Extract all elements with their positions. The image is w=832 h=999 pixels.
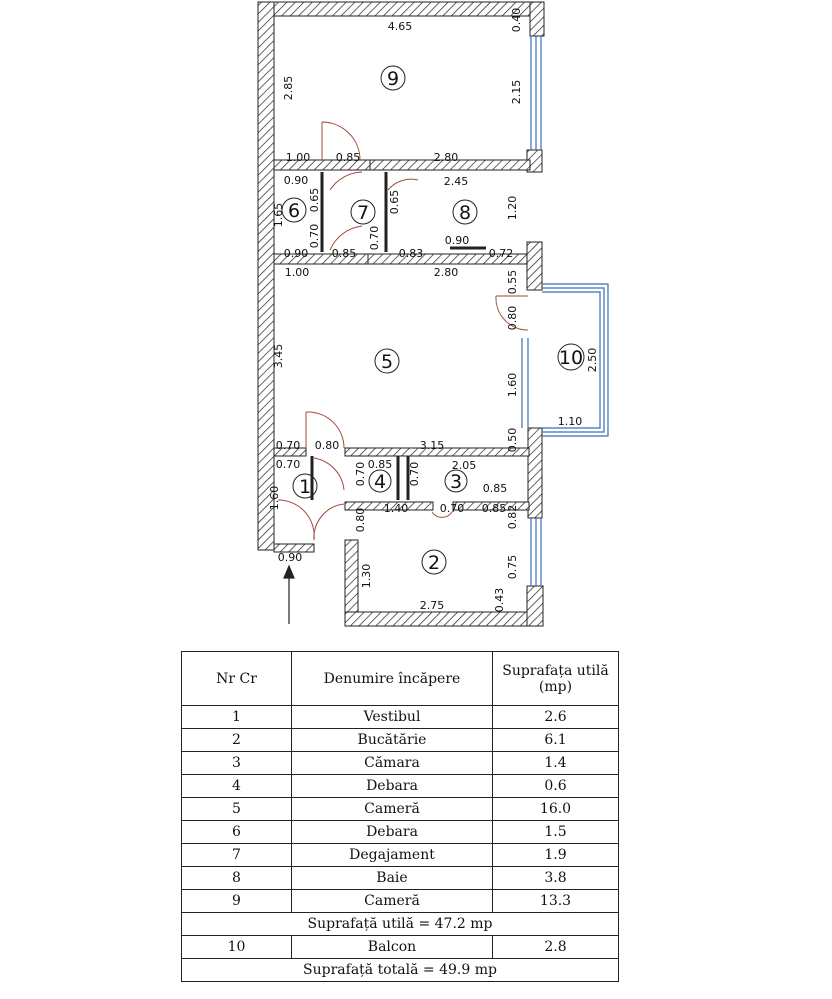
header-name: Denumire încăpere xyxy=(292,652,493,706)
table-row xyxy=(182,821,619,844)
cell-area: 3.8 xyxy=(493,867,619,890)
room-number-1: 1 xyxy=(298,476,312,498)
room-number-4: 4 xyxy=(373,471,387,493)
dim-label: 0.80 xyxy=(354,507,367,533)
walls xyxy=(258,2,544,626)
dim-label: 0.70 xyxy=(308,223,321,249)
dim-label: 1.20 xyxy=(506,195,519,221)
table-row xyxy=(182,798,619,821)
table-row xyxy=(182,867,619,890)
cell-area: 1.5 xyxy=(493,821,619,844)
header-nr: Nr Cr xyxy=(182,652,292,706)
room-number-2: 2 xyxy=(427,552,441,574)
table-row xyxy=(182,706,619,729)
table-row xyxy=(182,729,619,752)
cell-nr: 2 xyxy=(182,729,292,752)
dim-label: 0.90 xyxy=(277,551,303,564)
dim-label: 0.83 xyxy=(398,247,424,260)
header-area xyxy=(493,652,619,706)
dim-label: 0.55 xyxy=(506,269,519,295)
dim-label: 2.80 xyxy=(433,266,459,279)
table-row xyxy=(182,936,619,959)
dim-label: 0.85 xyxy=(482,482,508,495)
dim-label: 1.10 xyxy=(557,415,583,428)
dim-label: 0.90 xyxy=(444,234,470,247)
dim-label: 0.70 xyxy=(275,458,301,471)
cell-area: 2.8 xyxy=(493,936,619,959)
cell-name: Debara xyxy=(292,821,493,844)
cell-nr: 5 xyxy=(182,798,292,821)
dim-label: 0.80 xyxy=(314,439,340,452)
dim-label: 4.65 xyxy=(387,20,413,33)
cell-name: Debara xyxy=(292,775,493,798)
dim-label: 1.40 xyxy=(383,502,409,515)
dim-label: 1.60 xyxy=(268,485,281,511)
dim-label: 2.80 xyxy=(433,151,459,164)
table-row xyxy=(182,775,619,798)
cell-area: 16.0 xyxy=(493,798,619,821)
dim-label: 0.70 xyxy=(439,502,465,515)
useful-total-row xyxy=(182,913,619,936)
cell-area: 6.1 xyxy=(493,729,619,752)
cell-nr: 10 xyxy=(182,936,292,959)
dim-label: 0.85 xyxy=(331,247,357,260)
dim-label: 2.85 xyxy=(282,75,295,101)
dim-label: 1.60 xyxy=(506,372,519,398)
dim-label: 0.85 xyxy=(367,458,393,471)
useful-total: Suprafață utilă = 47.2 mp xyxy=(182,913,619,936)
entrance-arrow-icon xyxy=(284,566,294,624)
cell-nr: 8 xyxy=(182,867,292,890)
room-number-7: 7 xyxy=(356,202,370,224)
dim-label: 0.85 xyxy=(335,151,361,164)
dim-label: 0.70 xyxy=(354,461,367,487)
dim-label: 0.85 xyxy=(481,502,507,515)
cell-nr: 7 xyxy=(182,844,292,867)
header-area-line1: Suprafața utilă xyxy=(502,662,609,679)
dim-label: 0.75 xyxy=(506,554,519,580)
room-number-6: 6 xyxy=(287,200,301,222)
room-number-10: 10 xyxy=(558,347,584,369)
dim-label: 1.00 xyxy=(285,151,311,164)
cell-name: Cameră xyxy=(292,798,493,821)
dim-label: 3.45 xyxy=(272,343,285,369)
dim-label: 0.90 xyxy=(283,174,309,187)
cell-name: Cameră xyxy=(292,890,493,913)
cell-area: 1.9 xyxy=(493,844,619,867)
cell-nr: 6 xyxy=(182,821,292,844)
table-header-row xyxy=(182,652,619,706)
grand-total: Suprafață totală = 49.9 mp xyxy=(182,959,619,982)
cell-name: Vestibul xyxy=(292,706,493,729)
dim-label: 2.15 xyxy=(510,79,523,105)
dim-label: 0.70 xyxy=(368,225,381,251)
dim-label: 0.40 xyxy=(510,7,523,33)
cell-nr: 3 xyxy=(182,752,292,775)
room-area-table xyxy=(181,651,619,982)
cell-nr: 1 xyxy=(182,706,292,729)
room-number-3: 3 xyxy=(449,471,463,493)
grand-total-row xyxy=(182,959,619,982)
dim-label: 0.65 xyxy=(308,187,321,213)
dim-label: 0.43 xyxy=(493,587,506,613)
dim-label: 2.50 xyxy=(586,347,599,373)
cell-area: 0.6 xyxy=(493,775,619,798)
cell-name: Balcon xyxy=(292,936,493,959)
cell-name: Degajament xyxy=(292,844,493,867)
table-row xyxy=(182,752,619,775)
cell-nr: 9 xyxy=(182,890,292,913)
dim-label: 2.75 xyxy=(419,599,445,612)
room-number-5: 5 xyxy=(380,351,394,373)
cell-name: Baie xyxy=(292,867,493,890)
room-number-9: 9 xyxy=(386,68,400,90)
dim-label: 0.80 xyxy=(506,305,519,331)
cell-area: 1.4 xyxy=(493,752,619,775)
dim-label: 0.72 xyxy=(488,247,514,260)
dim-label: 0.82 xyxy=(506,504,519,530)
dim-label: 2.45 xyxy=(443,175,469,188)
dim-label: 1.65 xyxy=(272,202,285,228)
dim-label: 0.70 xyxy=(408,461,421,487)
room-number-8: 8 xyxy=(458,202,472,224)
table-row xyxy=(182,844,619,867)
dim-label: 3.15 xyxy=(419,439,445,452)
dim-label: 2.05 xyxy=(451,459,477,472)
header-area-line2: (mp) xyxy=(538,678,573,695)
dim-label: 0.90 xyxy=(283,247,309,260)
cell-area: 13.3 xyxy=(493,890,619,913)
dim-label: 0.65 xyxy=(388,189,401,215)
cell-nr: 4 xyxy=(182,775,292,798)
dim-label: 0.50 xyxy=(506,427,519,453)
dim-label: 1.30 xyxy=(360,563,373,589)
cell-name: Cămara xyxy=(292,752,493,775)
cell-area: 2.6 xyxy=(493,706,619,729)
table-row xyxy=(182,890,619,913)
doors xyxy=(275,122,528,540)
dim-label: 1.00 xyxy=(284,266,310,279)
cell-name: Bucătărie xyxy=(292,729,493,752)
dim-label: 0.70 xyxy=(275,439,301,452)
